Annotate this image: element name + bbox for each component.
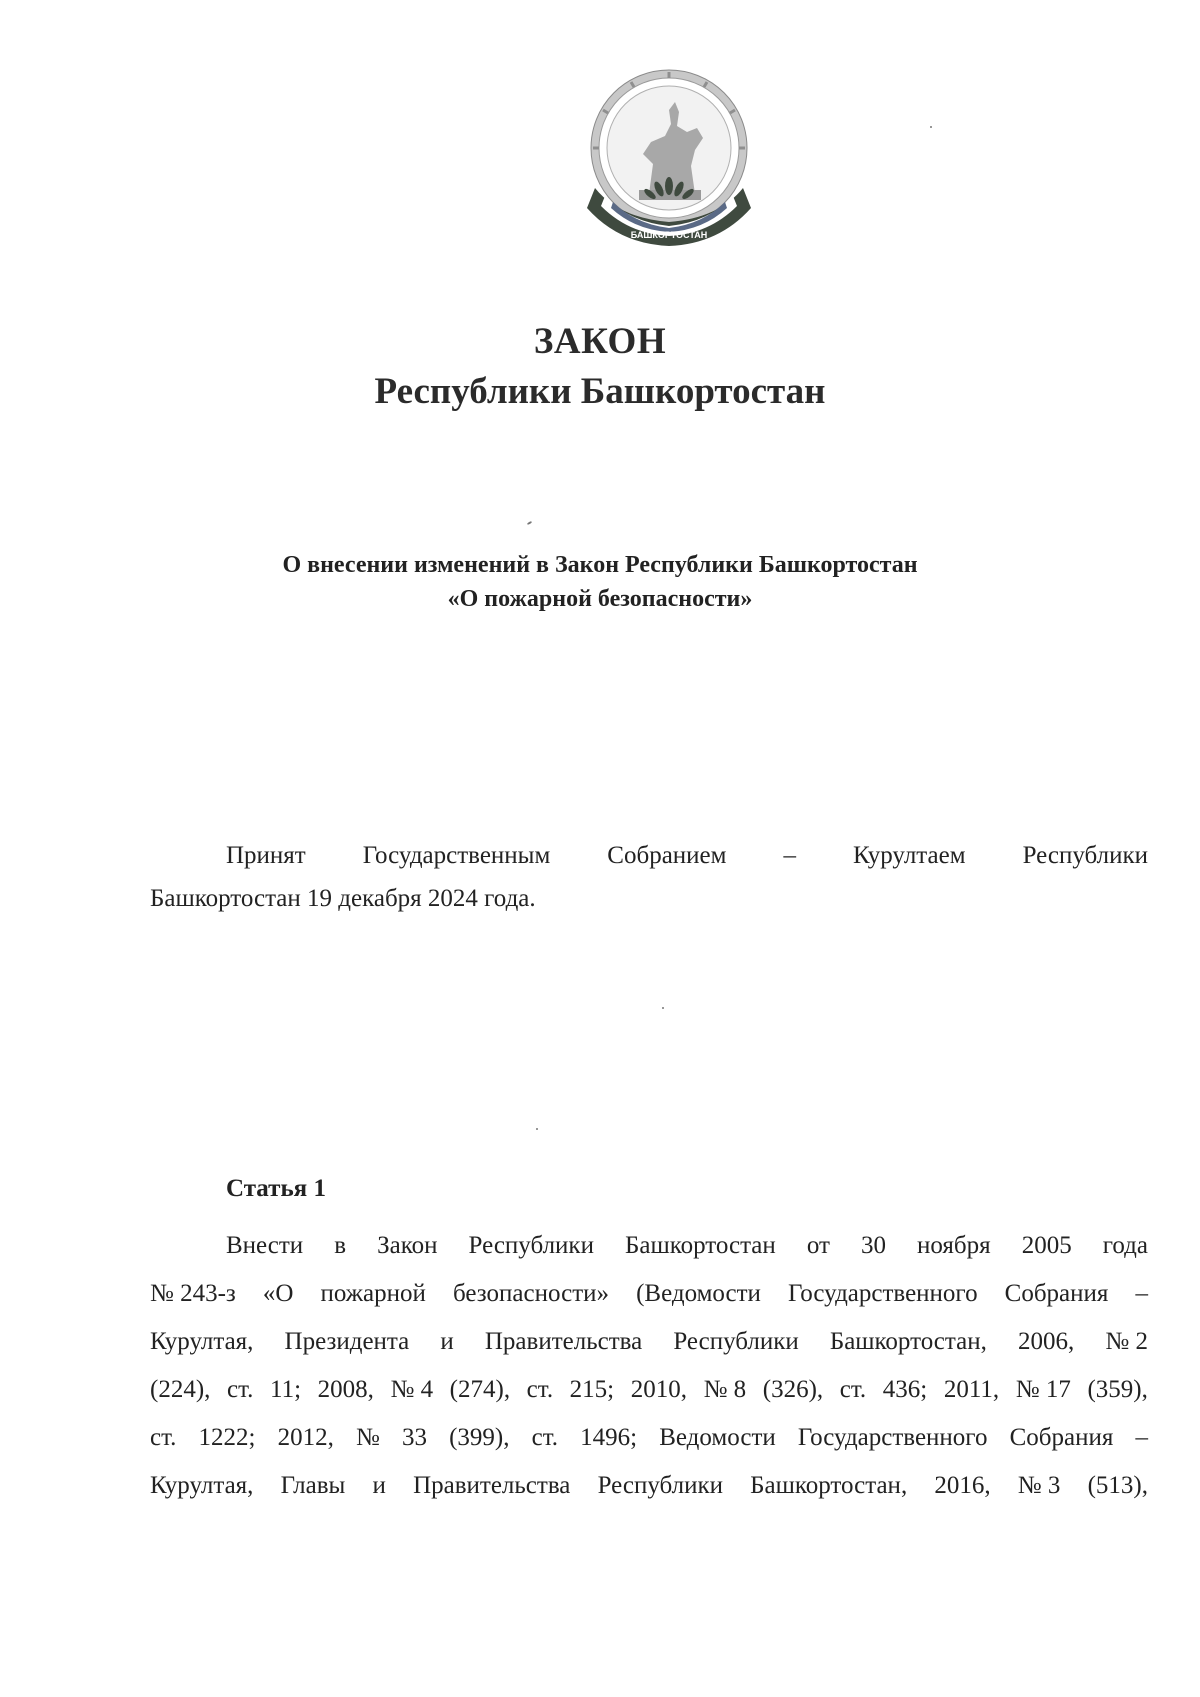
subtitle-line-1: О внесении изменений в Закон Республики Башкортостан: [282, 552, 918, 578]
article-word: (399),: [449, 1424, 510, 1451]
article-word: Собрания: [1009, 1424, 1114, 1451]
bashkortostan-emblem-icon: [579, 66, 759, 250]
article-word: 30: [860, 1232, 886, 1259]
article-word: ст.: [526, 1376, 554, 1403]
article-word: Республики: [597, 1472, 723, 1499]
article-word: Ведомости: [659, 1424, 776, 1451]
article-word: № 2: [1105, 1328, 1148, 1355]
adoption-statement: [150, 834, 1148, 920]
article-word: ст.: [227, 1376, 254, 1403]
adoption-word: Республики: [1022, 842, 1148, 869]
article-word: 1496;: [580, 1424, 638, 1451]
article-word: безопасности»: [453, 1280, 609, 1307]
article-word: 2010,: [630, 1376, 687, 1403]
adoption-word: Курултаем: [852, 842, 966, 869]
article-word: Республики: [468, 1232, 594, 1259]
article-word: Закон: [377, 1232, 438, 1259]
article-word: (Ведомости: [636, 1280, 761, 1307]
article-word: 2016,: [934, 1472, 991, 1499]
article-word: Правительства: [484, 1328, 643, 1355]
article-word: 2008,: [317, 1376, 374, 1403]
document-title-region: Республики Башкортостан: [374, 371, 826, 412]
article-line: [150, 1366, 1148, 1414]
adoption-word: –: [783, 842, 796, 869]
article-word: Правительства: [413, 1472, 571, 1499]
article-line: [150, 1318, 1148, 1366]
scan-speck: [930, 126, 932, 128]
article-word: и: [372, 1472, 386, 1499]
adoption-word: Собранием: [607, 842, 727, 869]
article-word: (326),: [762, 1376, 824, 1403]
article-word: № 243-з: [150, 1280, 236, 1307]
article-word: (359),: [1087, 1376, 1148, 1403]
article-word: 2006,: [1017, 1328, 1075, 1355]
scan-speck: [536, 1128, 538, 1130]
article-line: [150, 1414, 1148, 1462]
article-word: Республики: [673, 1328, 799, 1355]
article-line: [150, 1462, 1148, 1510]
article-heading: Статья 1: [226, 1175, 326, 1202]
article-word: ст.: [150, 1424, 177, 1451]
article-word: в: [334, 1232, 347, 1259]
article-word: 436;: [882, 1376, 928, 1403]
article-word: №: [355, 1424, 380, 1451]
article-word: –: [1135, 1280, 1148, 1307]
article-word: 1222;: [198, 1424, 256, 1451]
article-word: Президента: [284, 1328, 410, 1355]
article-word: от: [806, 1232, 830, 1259]
article-word: № 4: [390, 1376, 434, 1403]
adoption-line-1: [150, 834, 1148, 877]
article-word: ст.: [839, 1376, 867, 1403]
article-word: Внести: [226, 1232, 304, 1259]
article-word: 215;: [569, 1376, 615, 1403]
article-word: 33: [401, 1424, 427, 1451]
article-line: [150, 1222, 1148, 1270]
article-word: № 8: [703, 1376, 747, 1403]
article-word: № 17: [1015, 1376, 1071, 1403]
article-word: Государственного: [797, 1424, 988, 1451]
article-word: Курултая,: [150, 1328, 254, 1355]
article-body: [150, 1222, 1148, 1510]
article-word: 2011,: [943, 1376, 1000, 1403]
article-word: Главы: [280, 1472, 346, 1499]
article-word: года: [1102, 1232, 1148, 1259]
article-line: [150, 1270, 1148, 1318]
article-word: (224),: [150, 1376, 211, 1403]
article-word: Башкортостан: [625, 1232, 776, 1259]
article-word: 11;: [270, 1376, 302, 1403]
adoption-line-2: Башкортостан 19 декабря 2024 года.: [150, 885, 536, 912]
article-word: 2005: [1021, 1232, 1072, 1259]
article-word: Государственного: [788, 1280, 978, 1307]
article-word: Башкортостан,: [750, 1472, 908, 1499]
article-word: «О: [262, 1280, 294, 1307]
adoption-word: Принят: [226, 842, 306, 869]
article-word: Башкортостан,: [829, 1328, 987, 1355]
adoption-word: Государственным: [362, 842, 551, 869]
article-word: Курултая,: [150, 1472, 254, 1499]
article-word: (513),: [1087, 1472, 1148, 1499]
article-word: ноября: [917, 1232, 991, 1259]
scan-speck: [527, 521, 532, 525]
article-word: ст.: [531, 1424, 559, 1451]
article-word: и: [440, 1328, 454, 1355]
document-title: ЗАКОН: [533, 321, 667, 362]
article-word: № 3: [1017, 1472, 1061, 1499]
article-word: (274),: [449, 1376, 511, 1403]
document-subtitle: [0, 548, 1200, 616]
article-word: пожарной: [320, 1280, 426, 1307]
scan-speck: [662, 1007, 664, 1009]
article-word: Собрания: [1004, 1280, 1109, 1307]
article-word: 2012,: [277, 1424, 334, 1451]
subtitle-line-2: «О пожарной безопасности»: [447, 586, 753, 612]
article-word: –: [1135, 1424, 1148, 1451]
emblem-ribbon-text: БАШКОРТОСТАН: [630, 230, 708, 240]
